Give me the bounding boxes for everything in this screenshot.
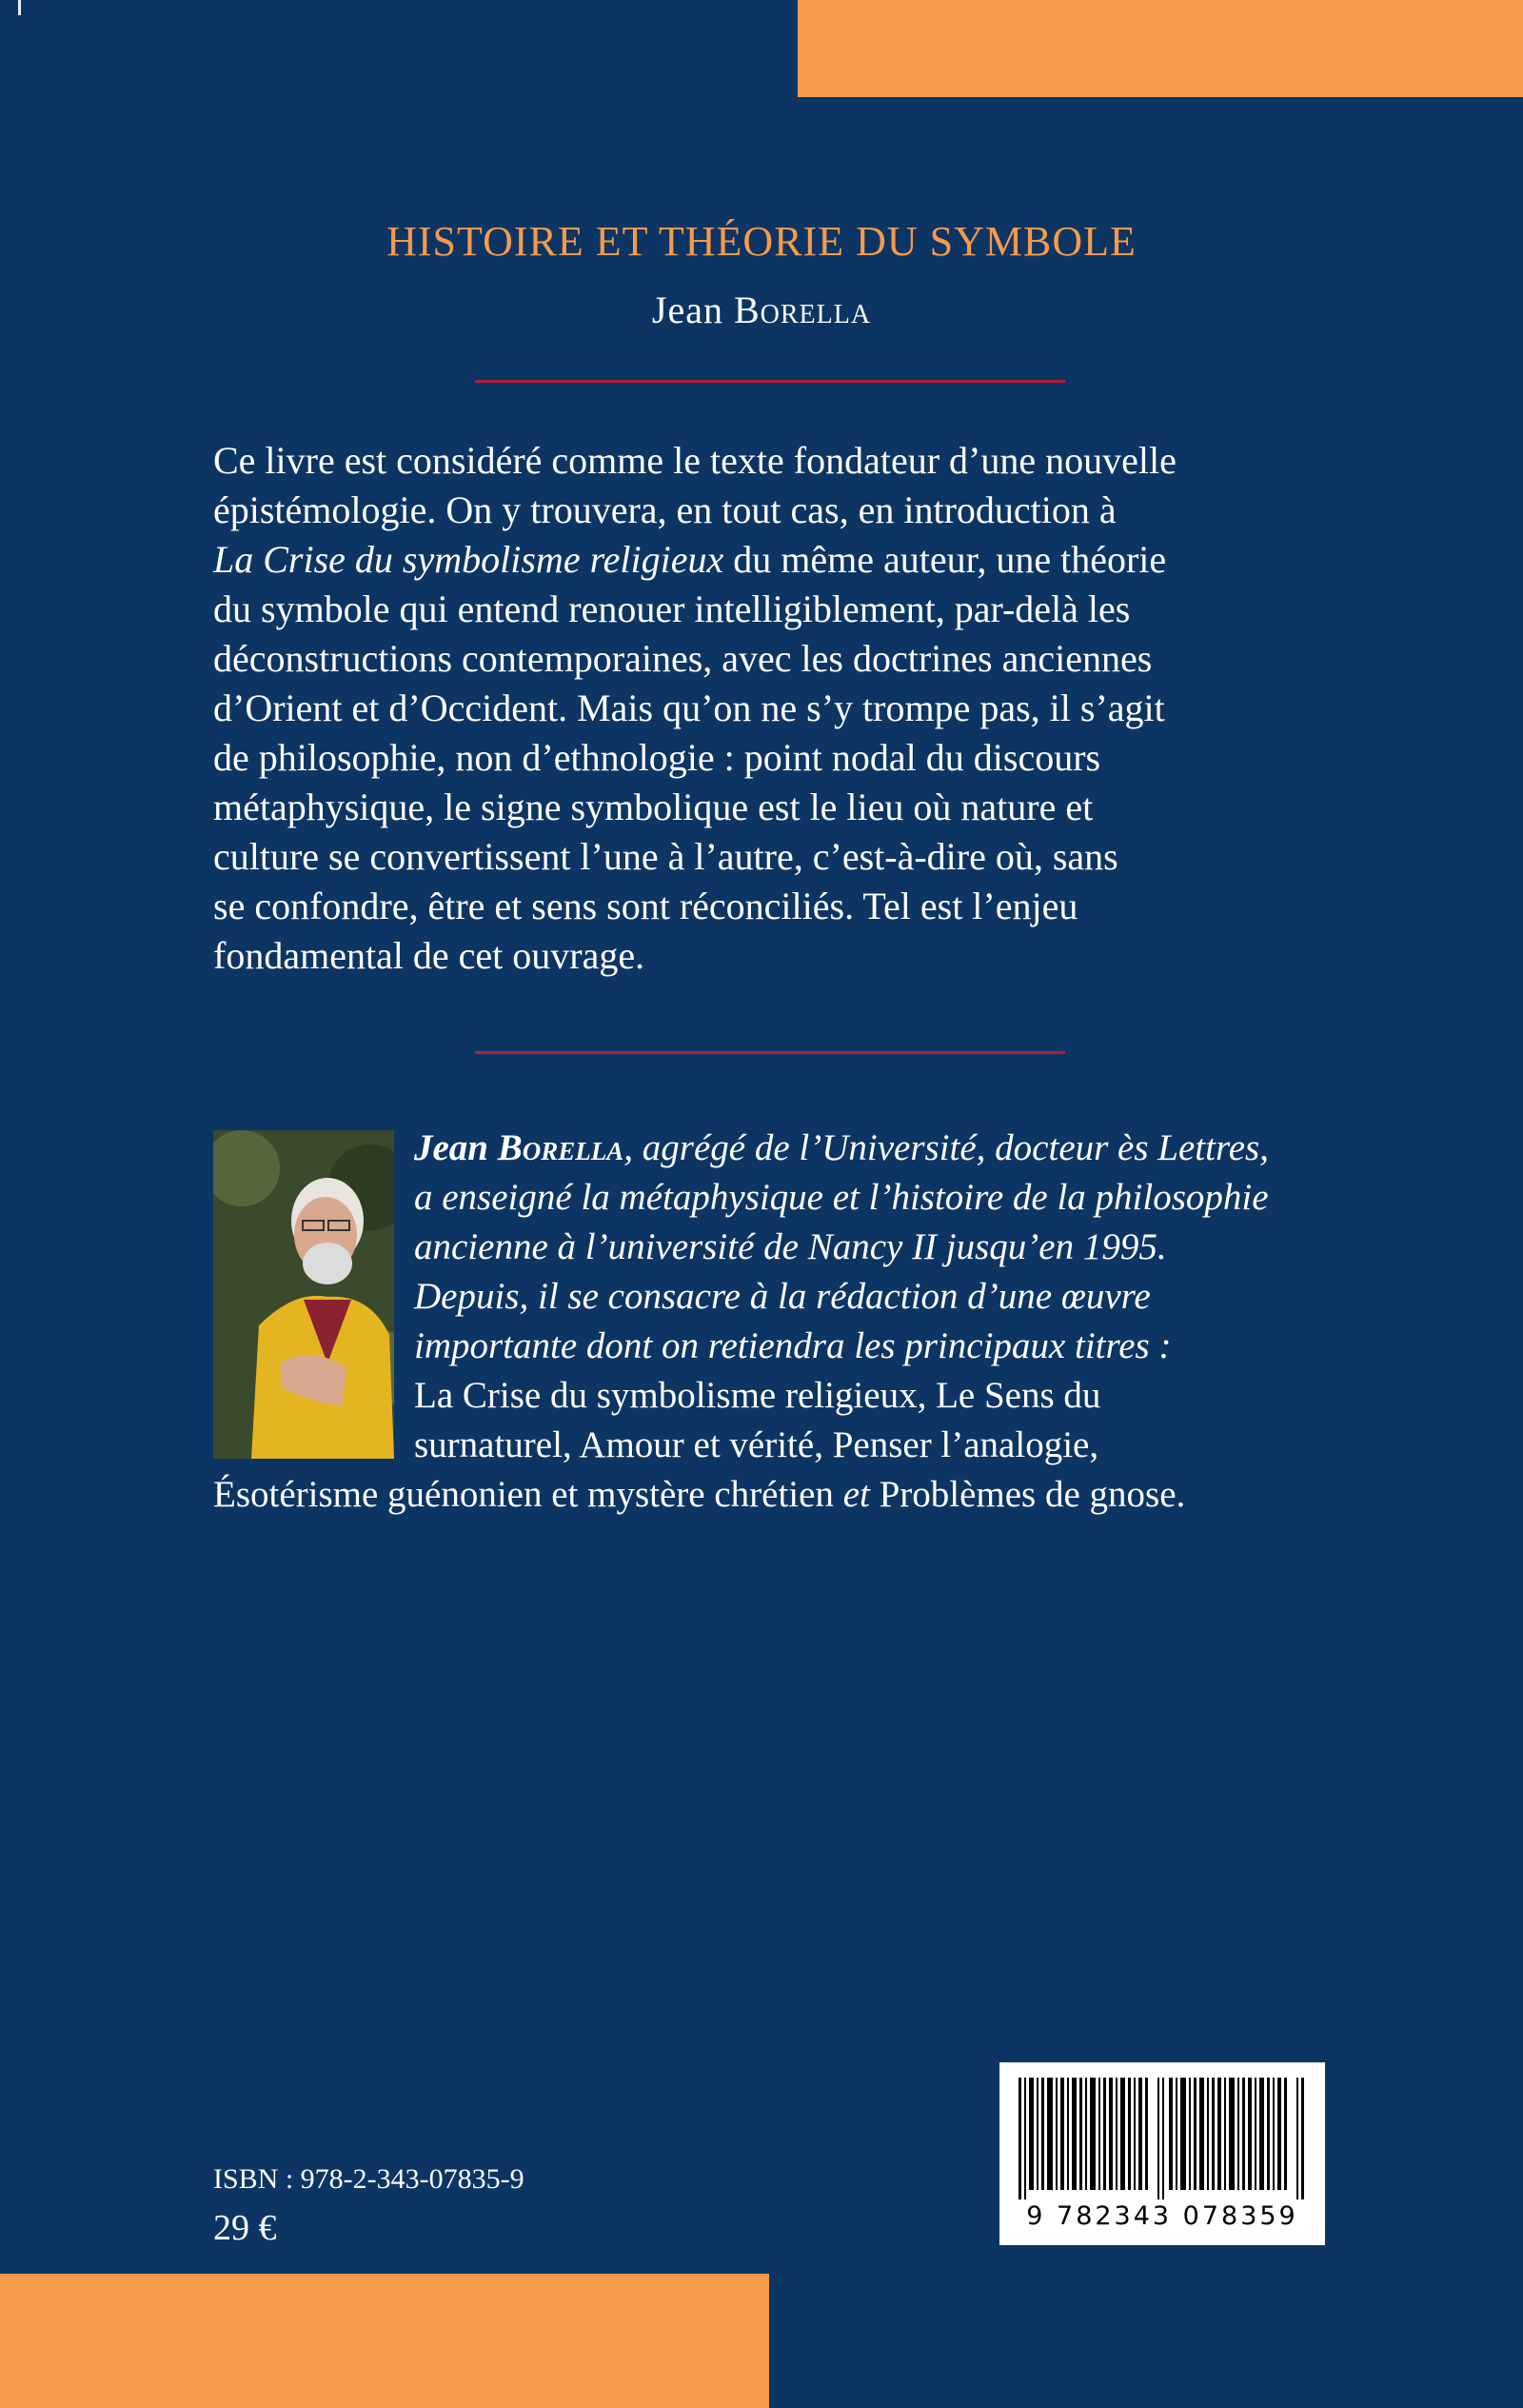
divider-bottom bbox=[475, 1051, 1065, 1054]
bio-line: importante dont on retiendra les principaux titres : bbox=[414, 1325, 1172, 1366]
crop-mark bbox=[18, 0, 21, 15]
summary-line: de philosophie, non d’ethnologie : point nodal du discours bbox=[213, 736, 1101, 779]
barcode bbox=[999, 2062, 1325, 2245]
price-label: 29 € bbox=[213, 2208, 277, 2248]
bio-line: a enseigné la métaphysique et l’histoire de la philosophie bbox=[414, 1177, 1269, 1218]
summary-line: culture se convertissent l’une à l’autre, c’est-à-dire où, sans bbox=[213, 835, 1118, 878]
author-photo bbox=[213, 1130, 394, 1459]
author-last-name: Borella bbox=[733, 289, 872, 331]
summary-line: métaphysique, le signe symbolique est le lieu où nature et bbox=[213, 786, 1094, 828]
author-portrait-icon bbox=[213, 1130, 394, 1459]
summary-line: d’Orient et d’Occident. Mais qu’on ne s’y trompe pas, il s’agit bbox=[213, 687, 1165, 729]
summary-text bbox=[213, 436, 1324, 981]
author-heading bbox=[0, 288, 1523, 332]
summary-line: fondamental de cet ouvrage. bbox=[213, 934, 645, 977]
divider-top bbox=[475, 380, 1065, 383]
summary-line: se confondre, être et sens sont réconciliés. Tel est l’enjeu bbox=[213, 885, 1078, 927]
book-title: HISTOIRE ET THÉORIE DU SYMBOLE bbox=[386, 218, 1137, 265]
bio-line: Jean Borella, agrégé de l’Université, docteur ès Lettres, bbox=[414, 1127, 1269, 1168]
orange-band-bottom bbox=[0, 2274, 769, 2408]
barcode-bars-icon bbox=[999, 2062, 1325, 2205]
bio-line: ancienne à l’université de Nancy II jusqu’en 1995. bbox=[414, 1226, 1167, 1267]
summary-line: Ce livre est considéré comme le texte fondateur d’une nouvelle bbox=[213, 439, 1177, 482]
bio-name-last: Borella bbox=[497, 1127, 624, 1168]
isbn-label: ISBN : 978-2-343-07835-9 bbox=[213, 2163, 524, 2195]
barcode-digits: 9 782343 078359 bbox=[1026, 2201, 1298, 2231]
bio-name-first: Jean bbox=[414, 1127, 498, 1168]
author-first-name: Jean bbox=[651, 289, 734, 331]
bio-line: La Crise du symbolisme religieux, Le Sens du bbox=[414, 1375, 1101, 1416]
summary-line: du symbole qui entend renouer intelligiblement, par-delà les bbox=[213, 587, 1131, 630]
author-bio bbox=[414, 1124, 1323, 1470]
bio-line: surnaturel, Amour et vérité, Penser l’analogie, bbox=[414, 1424, 1099, 1465]
summary-italic-title: La Crise du symbolisme religieux bbox=[213, 538, 724, 581]
summary-line: La Crise du symbolisme religieux du même auteur, une théorie bbox=[213, 538, 1167, 581]
summary-line: épistémologie. On y trouvera, en tout cas, en introduction à bbox=[213, 488, 1117, 531]
summary-line: déconstructions contemporaines, avec les doctrines anciennes bbox=[213, 637, 1153, 680]
bio-line-last: Ésotérisme guénonien et mystère chrétien et Problèmes de gnose. bbox=[213, 1474, 1186, 1515]
orange-band-top bbox=[798, 0, 1523, 97]
bio-line: Depuis, il se consacre à la rédaction d’une œuvre bbox=[414, 1276, 1151, 1317]
